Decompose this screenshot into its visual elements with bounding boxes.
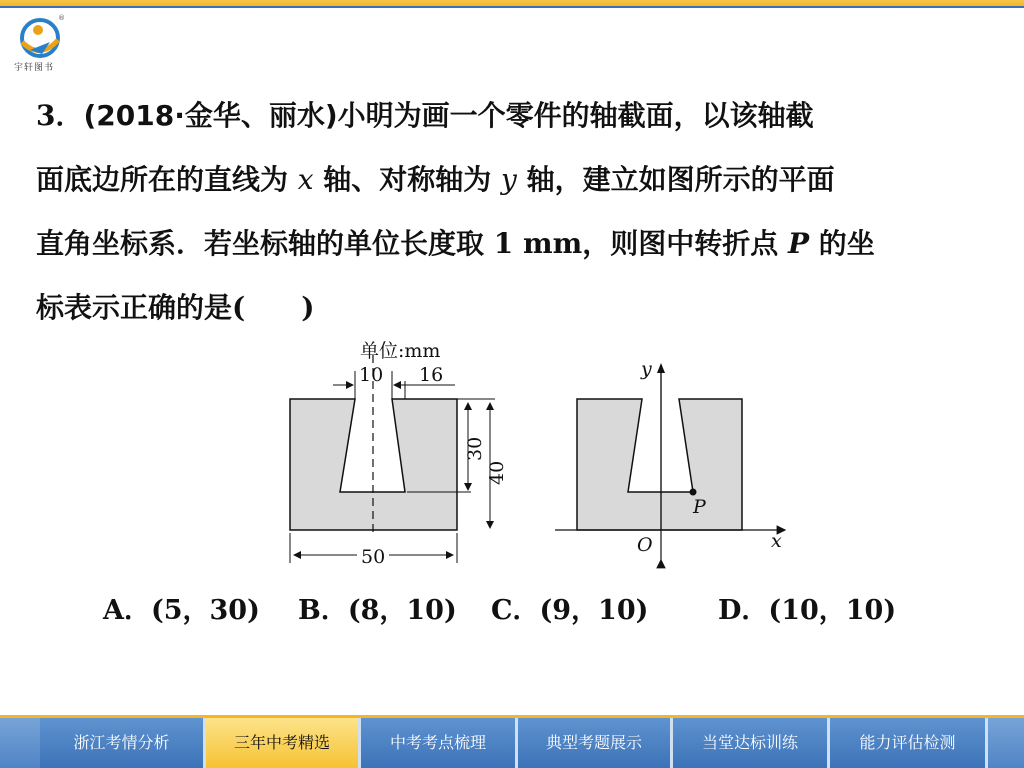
answer-options (103, 588, 1003, 632)
dim-30-label: 30 (464, 436, 486, 461)
unit-label: 单位:mm (360, 340, 441, 362)
question-line-4: 标表示正确的是( ) (36, 291, 315, 324)
svg-text:®: ® (58, 14, 65, 22)
logo-text: 宇轩图书 (14, 63, 55, 73)
tab-key-points[interactable]: 中考考点梳理 (361, 718, 518, 768)
point-p-label: P (693, 496, 706, 518)
option-b[interactable]: B．(8，10) (298, 595, 457, 626)
top-blue-line (0, 6, 1024, 8)
tab-zhejiang-analysis[interactable]: 浙江考情分析 (40, 718, 206, 768)
origin-label: O (637, 534, 653, 556)
dim-16-label: 16 (419, 364, 444, 386)
x-axis-label: x (771, 530, 782, 552)
question-line-1: 3．(2018·金华、丽水)小明为画一个零件的轴截面，以该轴截 (36, 99, 814, 132)
point-p-marker (690, 489, 697, 496)
option-a[interactable]: A．(5，30) (103, 595, 260, 626)
right-diagram (555, 358, 785, 560)
option-c[interactable]: C．(9，10) (491, 595, 649, 626)
bottom-navigation (0, 715, 1024, 768)
part-cross-section-figure (285, 335, 790, 570)
option-d[interactable]: D．(10，10) (718, 595, 897, 626)
tab-class-training[interactable]: 当堂达标训练 (673, 718, 830, 768)
left-diagram (290, 340, 508, 568)
dim-10-label: 10 (359, 364, 384, 386)
y-axis-label: y (641, 358, 652, 380)
question-line-2: 面底边所在的直线为 x 轴、对称轴为 y 轴，建立如图所示的平面 (36, 163, 835, 196)
tab-three-year-selection[interactable]: 三年中考精选 (206, 718, 361, 768)
right-part-shape (577, 399, 742, 530)
question-line-3: 直角坐标系．若坐标轴的单位长度取 1 mm，则图中转折点 P 的坐 (36, 227, 875, 260)
dim-40-label: 40 (486, 460, 508, 485)
tab-ability-assessment[interactable]: 能力评估检测 (830, 718, 988, 768)
dim-50-label: 50 (361, 546, 386, 568)
tab-typical-questions[interactable]: 典型考题展示 (518, 718, 673, 768)
question-text (36, 84, 984, 340)
